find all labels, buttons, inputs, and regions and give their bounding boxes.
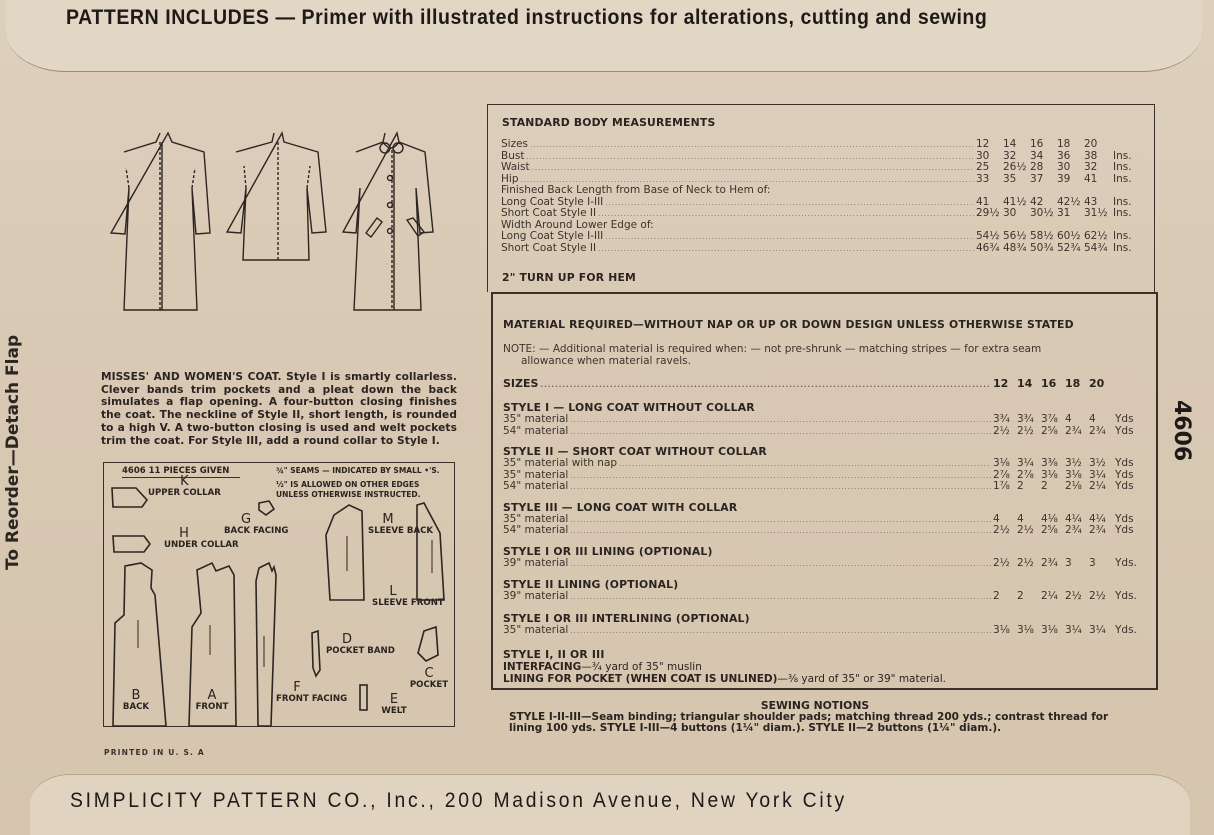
pattern-description: MISSES' AND WOMEN'S COAT. Style I is smartly collarless. Clever bands trim pockets and a pleat down the back simulates a flap opening. A four-button closing finishes the coat. The neckline of Style II, short length, is rounded to a high V. A two-button closing is used and welt pockets trim the coat. For Style III, add a round collar to Style I. (101, 371, 457, 447)
body-measurements-table (501, 139, 1141, 254)
material-required (491, 292, 1158, 690)
material-row: 35" material with nap ..... 3⅛ 3¼ 3⅜ 3½ 3½ Yds (503, 458, 1143, 470)
width-row-long-coat: Long Coat Style I-III ..... 54½ 56½ 58½ 60½ 62½ Ins. (501, 231, 1141, 243)
coat-style-1-back-illustration (111, 133, 210, 310)
measurement-row-bust: Bust ..... 30 32 34 36 38 Ins. (501, 151, 1141, 163)
measurement-row-waist: Waist ..... 25 26½ 28 30 32 Ins. (501, 162, 1141, 174)
piece-c-pocket: C POCKET (409, 666, 449, 690)
hem-note: 2" TURN UP FOR HEM (502, 271, 636, 284)
material-row: 39" material ..... 2 2 2¼ 2½ 2½ Yds. (503, 591, 1143, 603)
piece-l-sleeve-front: L SLEEVE FRONT (372, 584, 444, 608)
pieces-given-header: 4606 11 PIECES GIVEN (122, 466, 240, 478)
style-2-title: STYLE II — SHORT COAT WITHOUT COLLAR (503, 445, 767, 458)
piece-e-welt: E WELT (381, 692, 407, 716)
measurement-row-hip: Hip ..... 33 35 37 39 41 Ins. (501, 174, 1141, 186)
interlining-title: STYLE I OR III INTERLINING (OPTIONAL) (503, 611, 750, 625)
company-footer: SIMPLICITY PATTERN CO., Inc., 200 Madison Avenue, New York City (70, 789, 847, 812)
sewing-notions-title: SEWING NOTIONS (760, 699, 870, 712)
pocket-lining-line: LINING FOR POCKET (WHEN COAT IS UNLINED)—⅜ yard of 35" or 39" material. (503, 673, 946, 685)
width-heading: Width Around Lower Edge of: (501, 218, 654, 231)
standard-body-measurements (487, 104, 1155, 292)
material-required-title: MATERIAL REQUIRED—WITHOUT NAP OR UP OR DOWN DESIGN UNLESS OTHERWISE STATED (503, 318, 1074, 331)
material-table (503, 378, 1143, 685)
length-row-short-coat: Short Coat Style II ..... 29½ 30 30½ 31 31½ Ins. (501, 208, 1141, 220)
coat-illustrations (100, 128, 455, 318)
material-row: 39" material ..... 2½ 2½ 2¾ 3 3 Yds. (503, 558, 1143, 570)
width-row-short-coat: Short Coat Style II ..... 46¾ 48¾ 50¾ 52¾ 54¾ Ins. (501, 243, 1141, 255)
coat-style-2-back-illustration (227, 133, 326, 260)
material-note: NOTE: — Additional material is required when: — not pre-shrunk — matching stripes — for extra seam allowance when material ravels. (503, 343, 1042, 367)
piece-d-pocket-band: D POCKET BAND (326, 632, 395, 656)
all-styles-extras-title: STYLE I, II OR III (503, 648, 605, 661)
material-sizes-row: SIZES ..... 12 14 16 18 20 (503, 378, 1143, 392)
measurement-row-sizes: Sizes ..... 12 14 16 18 20 (501, 139, 1141, 151)
top-flap (6, 0, 1202, 72)
style-3-title: STYLE III — LONG COAT WITH COLLAR (503, 500, 738, 514)
material-row: 35" material ..... 4 4 4⅛ 4¼ 4¼ Yds (503, 514, 1143, 526)
material-row: 35" material ..... 2⅞ 2⅞ 3⅛ 3⅛ 3¼ Yds (503, 470, 1143, 482)
piece-f-front-facing: F FRONT FACING (276, 680, 348, 704)
pattern-number: 4606 (1169, 400, 1194, 462)
piece-k-upper-collar: K UPPER COLLAR (148, 474, 221, 498)
piece-g-back-facing: G BACK FACING (224, 512, 289, 536)
material-row: 54" material ..... 1⅞ 2 2 2⅛ 2¼ Yds (503, 481, 1143, 493)
reorder-flap-text: To Reorder—Detach Flap (3, 334, 23, 570)
style-2-lining-title: STYLE II LINING (OPTIONAL) (503, 578, 679, 591)
piece-a-front: A FRONT (195, 688, 229, 712)
finished-length-heading: Finished Back Length from Base of Neck to Hem of: (501, 184, 771, 196)
bottom-flap (30, 774, 1190, 835)
printed-in-usa: PRINTED IN U. S. A (104, 748, 205, 757)
seam-allowance-note: ¾" SEAMS — INDICATED BY SMALL •'S. ½" IS ALLOWED ON OTHER EDGES UNLESS OTHERWISE INSTRUCTED. (276, 466, 440, 499)
coat-style-3-front-illustration (343, 133, 433, 310)
piece-h-under-collar: H UNDER COLLAR (164, 526, 239, 550)
material-row: 54" material ..... 2½ 2½ 2⅝ 2¾ 2¾ Yds (503, 525, 1143, 537)
style-1-title: STYLE I — LONG COAT WITHOUT COLLAR (503, 401, 755, 414)
sewing-notions (509, 700, 1121, 735)
length-row-long-coat: Long Coat Style I-III ..... 41 41½ 42 42½ 43 Ins. (501, 197, 1141, 209)
piece-m-sleeve-back: M SLEEVE BACK (368, 512, 434, 536)
piece-b-back: B BACK (122, 688, 150, 712)
sewing-notions-text: STYLE I-II-III—Seam binding; triangular shoulder pads; matching thread 200 yds.; contrast thread for lining 100 yds. STYLE I-III—4 buttons (1¼" diam.). STYLE II—2 buttons (1¼" diam.). (509, 710, 1109, 735)
body-measurements-title: STANDARD BODY MEASUREMENTS (502, 116, 716, 129)
pattern-includes-headline: PATTERN INCLUDES — Primer with illustrated instructions for alterations, cutting and sewing (66, 6, 988, 29)
material-row: 35" material ..... 3⅛ 3⅛ 3⅛ 3¼ 3¼ Yds. (503, 625, 1143, 637)
pattern-pieces-diagram (103, 462, 455, 727)
material-row: 35" material ..... 3¾ 3¾ 3⅞ 4 4 Yds (503, 414, 1143, 426)
interfacing-line: INTERFACING—¾ yard of 35" muslin (503, 661, 702, 673)
material-row: 54" material ..... 2½ 2½ 2⅝ 2¾ 2¾ Yds (503, 426, 1143, 438)
style-1-3-lining-title: STYLE I OR III LINING (OPTIONAL) (503, 544, 713, 558)
